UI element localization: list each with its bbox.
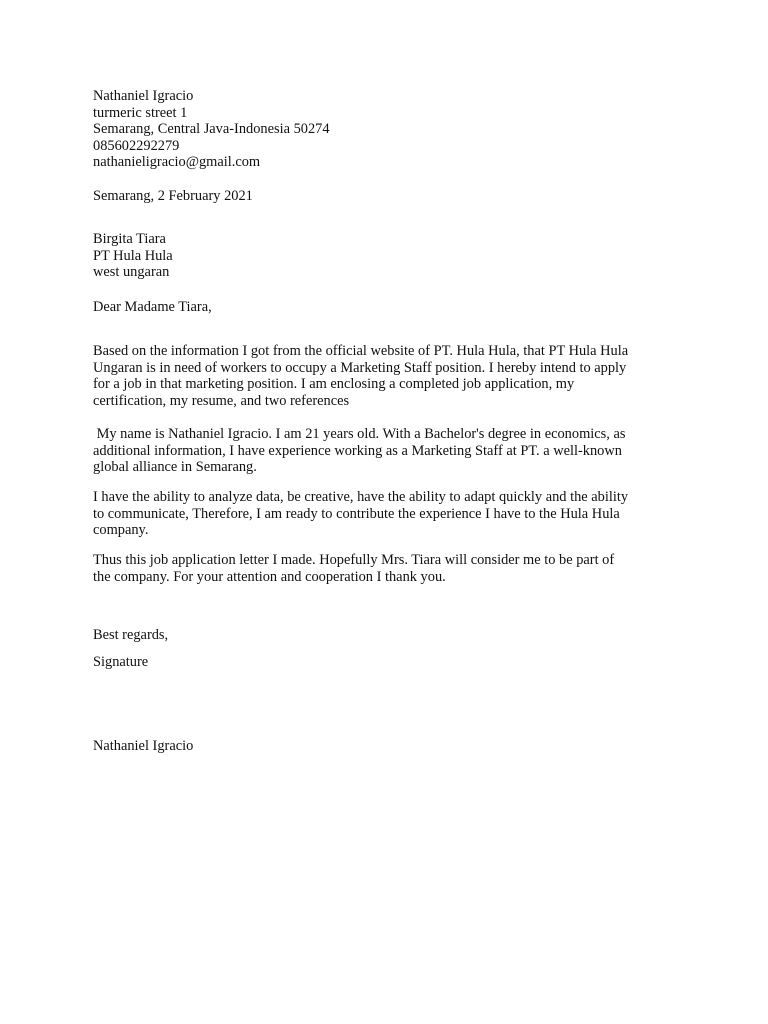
paragraph-line: company. [93, 522, 149, 539]
paragraph-line: Thus this job application letter I made. Hopefully Mrs. Tiara will consider me to be part of [93, 552, 615, 568]
signature-placeholder [93, 654, 683, 671]
date-line: Semarang, 2 February 2021 [93, 188, 253, 204]
paragraph-line: to communicate, Therefore, I am ready to contribute the experience I have to the Hula Hula [93, 505, 620, 522]
paragraph-line: global alliance in Semarang. [93, 459, 257, 476]
body-paragraph-4 [93, 552, 683, 585]
signer-name: Nathaniel Igracio [93, 738, 194, 754]
paragraph-line: for a job in that marketing position. I am enclosing a completed job application, my [93, 376, 575, 393]
sender-phone: 085602292279 [93, 137, 180, 154]
paragraph-line: the company. For your attention and cooperation I thank you. [93, 568, 446, 585]
sender-address-block [93, 88, 683, 171]
paragraph-line: I have the ability to analyze data, be creative, have the ability to adapt quickly and the ability [93, 489, 629, 505]
paragraph-line: additional information, I have experience working as a Marketing Staff at PT. a well-known [93, 442, 622, 459]
recipient-address-block [93, 231, 683, 281]
sender-name: Nathaniel Igracio [93, 88, 194, 104]
sender-city: Semarang, Central Java-Indonesia 50274 [93, 121, 330, 138]
sender-street: turmeric street 1 [93, 104, 188, 121]
salutation [93, 299, 683, 316]
paragraph-line: My name is Nathaniel Igracio. I am 21 years old. With a Bachelor's degree in economics, as [93, 426, 626, 442]
closing [93, 627, 683, 644]
paragraph-line: Ungaran is in need of workers to occupy a Marketing Staff position. I hereby intend to apply [93, 359, 627, 376]
signature-label: Signature [93, 654, 149, 670]
recipient-company: PT Hula Hula [93, 247, 173, 264]
sender-email: nathanieligracio@gmail.com [93, 154, 261, 171]
body-paragraph-1 [93, 343, 683, 409]
paragraph-line: Based on the information I got from the official website of PT. Hula Hula, that PT Hula Hula [93, 343, 629, 359]
salutation-text: Dear Madame Tiara, [93, 299, 212, 315]
signer-block [93, 738, 683, 755]
letter-date [93, 188, 683, 205]
closing-text: Best regards, [93, 627, 169, 643]
body-paragraph-2 [93, 426, 683, 476]
recipient-location: west ungaran [93, 264, 170, 281]
recipient-name: Birgita Tiara [93, 231, 166, 247]
paragraph-line: certification, my resume, and two references [93, 392, 350, 409]
body-paragraph-3 [93, 489, 683, 539]
